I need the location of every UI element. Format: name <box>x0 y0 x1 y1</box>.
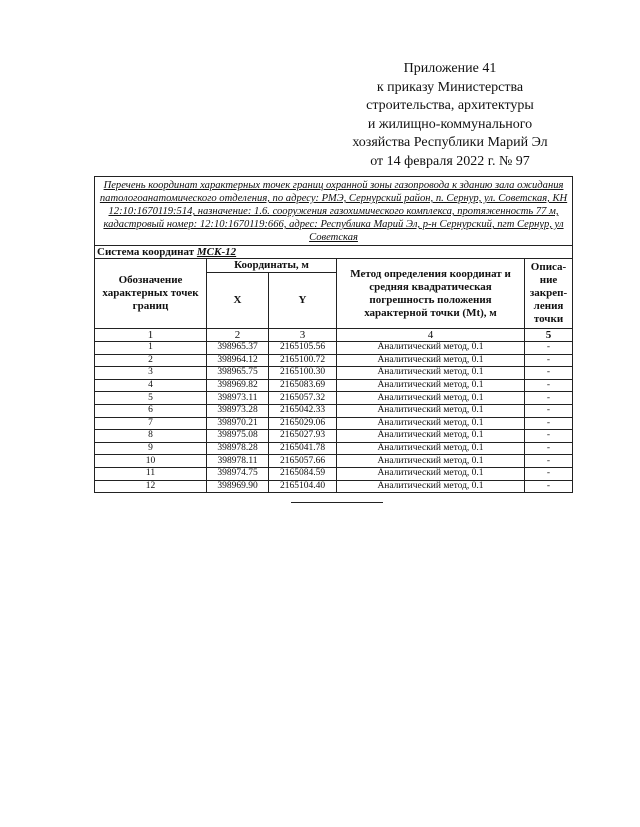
coord-x: 398969.82 <box>207 379 269 392</box>
point-number: 11 <box>95 467 207 480</box>
coordinate-system <box>95 246 573 259</box>
header-line-order: к приказу Министерства <box>376 79 524 95</box>
coord-x: 398970.21 <box>207 417 269 430</box>
table-row <box>95 404 573 417</box>
point-number: 8 <box>95 430 207 443</box>
point-number: 4 <box>95 379 207 392</box>
header-line-ministry-2: и жилищно-коммунального <box>367 116 533 132</box>
coordinate-system-value: МСК-12 <box>196 246 237 258</box>
method: Аналитический метод, 0.1 <box>337 342 525 355</box>
coord-x: 398969.90 <box>207 480 269 493</box>
point-number: 1 <box>95 342 207 355</box>
point-number: 3 <box>95 367 207 380</box>
description: - <box>525 480 573 493</box>
method: Аналитический метод, 0.1 <box>337 430 525 443</box>
column-header-coordinates: Координаты, м <box>207 259 337 273</box>
document-header <box>300 60 600 171</box>
description: - <box>525 455 573 468</box>
column-number-row <box>95 329 573 342</box>
header-line-date: от 14 февраля 2022 г. № 97 <box>370 153 530 169</box>
coord-x: 398965.37 <box>207 342 269 355</box>
description: - <box>525 404 573 417</box>
table-row <box>95 379 573 392</box>
method: Аналитический метод, 0.1 <box>337 354 525 367</box>
header-line-ministry: строительства, архитектуры <box>366 98 534 113</box>
coordinate-system-label: Система координат <box>97 246 197 258</box>
table-row <box>95 455 573 468</box>
table-row <box>95 367 573 380</box>
table-row <box>95 342 573 355</box>
description: - <box>525 467 573 480</box>
header-line-ministry-3: хозяйства Республики Марий Эл <box>352 135 548 150</box>
point-number: 12 <box>95 480 207 493</box>
description: - <box>525 379 573 392</box>
method: Аналитический метод, 0.1 <box>337 417 525 430</box>
description: - <box>525 354 573 367</box>
point-number: 7 <box>95 417 207 430</box>
point-number: 5 <box>95 392 207 405</box>
table-row <box>95 392 573 405</box>
method: Аналитический метод, 0.1 <box>337 367 525 380</box>
description: - <box>525 417 573 430</box>
coord-y: 2165042.33 <box>269 404 337 417</box>
column-number: 2 <box>207 329 269 342</box>
column-header-point: Обозначение характерных точек границ <box>95 259 207 329</box>
coord-y: 2165057.32 <box>269 392 337 405</box>
column-header-x: X <box>207 273 269 329</box>
point-number: 2 <box>95 354 207 367</box>
table-row <box>95 354 573 367</box>
method: Аналитический метод, 0.1 <box>337 404 525 417</box>
table-row <box>95 430 573 443</box>
method: Аналитический метод, 0.1 <box>337 455 525 468</box>
method: Аналитический метод, 0.1 <box>337 379 525 392</box>
description: - <box>525 442 573 455</box>
coord-x: 398974.75 <box>207 467 269 480</box>
coord-x: 398978.28 <box>207 442 269 455</box>
column-header-method: Метод определения координат и средняя квадратическая погрешность положения характерной точки (Mt), м <box>337 259 525 329</box>
coord-y: 2165029.06 <box>269 417 337 430</box>
table-row <box>95 417 573 430</box>
coord-y: 2165105.56 <box>269 342 337 355</box>
coord-y: 2165100.30 <box>269 367 337 380</box>
coord-x: 398973.11 <box>207 392 269 405</box>
table-row <box>95 442 573 455</box>
point-number: 10 <box>95 455 207 468</box>
coord-x: 398975.08 <box>207 430 269 443</box>
coord-y: 2165083.69 <box>269 379 337 392</box>
description: - <box>525 392 573 405</box>
description: - <box>525 367 573 380</box>
coord-x: 398965.75 <box>207 367 269 380</box>
closing-divider <box>291 502 383 503</box>
point-number: 9 <box>95 442 207 455</box>
description: - <box>525 342 573 355</box>
method: Аналитический метод, 0.1 <box>337 467 525 480</box>
table-title: Перечень координат характерных точек границ охранной зоны газопровода к зданию зала ожидания патологоанатомического отделения, по адресу: РМЭ, Сернурский район, п. Сернур, ул. Советская, КН 12:10:1670119:514, назначение: 1.6. сооружения газохимического комплекса, протяженность 77 м, кадастровый номер: 12:10:1670119:666, адрес: Республика Марий Эл, р-н Сернурский, пгт Сернур, ул Советская <box>95 177 573 246</box>
coord-x: 398978.11 <box>207 455 269 468</box>
coordinates-table <box>94 176 573 493</box>
column-number: 1 <box>95 329 207 342</box>
coord-y: 2165104.40 <box>269 480 337 493</box>
column-number: 5 <box>525 329 573 342</box>
method: Аналитический метод, 0.1 <box>337 480 525 493</box>
coord-y: 2165027.93 <box>269 430 337 443</box>
coord-y: 2165057.66 <box>269 455 337 468</box>
column-number: 4 <box>337 329 525 342</box>
header-line-annex: Приложение 41 <box>403 61 497 76</box>
point-number: 6 <box>95 404 207 417</box>
column-header-description: Описа-ние закреп-ления точки <box>525 259 573 329</box>
coord-y: 2165100.72 <box>269 354 337 367</box>
description: - <box>525 430 573 443</box>
method: Аналитический метод, 0.1 <box>337 392 525 405</box>
coord-y: 2165041.78 <box>269 442 337 455</box>
table-row <box>95 467 573 480</box>
table-row <box>95 480 573 493</box>
coord-x: 398973.28 <box>207 404 269 417</box>
column-header-y: Y <box>269 273 337 329</box>
column-number: 3 <box>269 329 337 342</box>
coord-x: 398964.12 <box>207 354 269 367</box>
coord-y: 2165084.59 <box>269 467 337 480</box>
method: Аналитический метод, 0.1 <box>337 442 525 455</box>
